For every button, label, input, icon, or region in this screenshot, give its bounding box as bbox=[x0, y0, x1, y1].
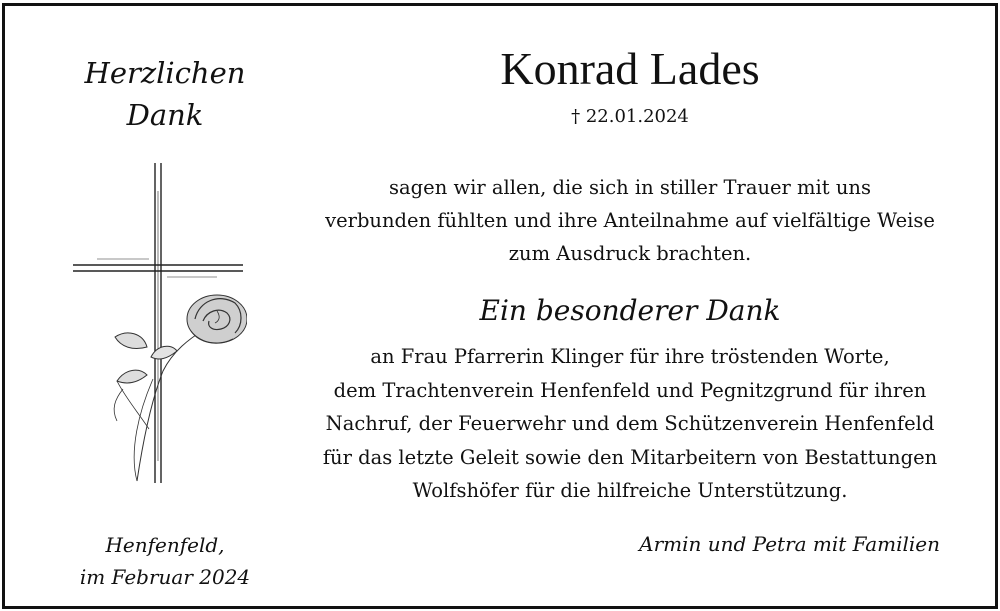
special-thanks-line: Wolfshöfer für die hilfreiche Unterstützung. bbox=[412, 479, 848, 502]
signature: Armin und Petra mit Familien bbox=[639, 532, 940, 556]
date-line: im Februar 2024 bbox=[79, 565, 251, 589]
intro-line: sagen wir allen, die sich in stiller Trauer mit uns bbox=[389, 176, 871, 199]
death-date: † 22.01.2024 bbox=[571, 106, 689, 127]
special-thanks-heading: Ein besonderer Dank bbox=[479, 294, 781, 327]
thanks-heading-line2: Dank bbox=[126, 98, 204, 132]
obituary-card bbox=[2, 3, 998, 609]
intro-line: verbunden fühlten und ihre Anteilnahme auf vielfältige Weise bbox=[325, 209, 935, 232]
special-thanks-text bbox=[305, 340, 955, 508]
special-thanks-line: an Frau Pfarrerin Klinger für ihre tröstenden Worte, bbox=[370, 345, 890, 368]
special-thanks-line: für das letzte Geleit sowie den Mitarbeitern von Bestattungen bbox=[322, 445, 938, 469]
place-line: Henfenfeld, bbox=[105, 533, 225, 557]
thanks-heading-line1: Herzlichen bbox=[84, 56, 246, 90]
deceased-name: Konrad Lades bbox=[500, 43, 760, 94]
special-thanks-line: Nachruf, der Feuerwehr und dem Schützenverein Henfenfeld bbox=[325, 412, 935, 435]
rose-icon bbox=[114, 295, 247, 481]
intro-text bbox=[305, 171, 955, 270]
cross-with-rose-illustration bbox=[67, 161, 247, 486]
intro-line: zum Ausdruck brachten. bbox=[508, 242, 752, 265]
special-thanks-line: dem Trachtenverein Henfenfeld und Pegnitzgrund für ihren bbox=[333, 378, 927, 402]
